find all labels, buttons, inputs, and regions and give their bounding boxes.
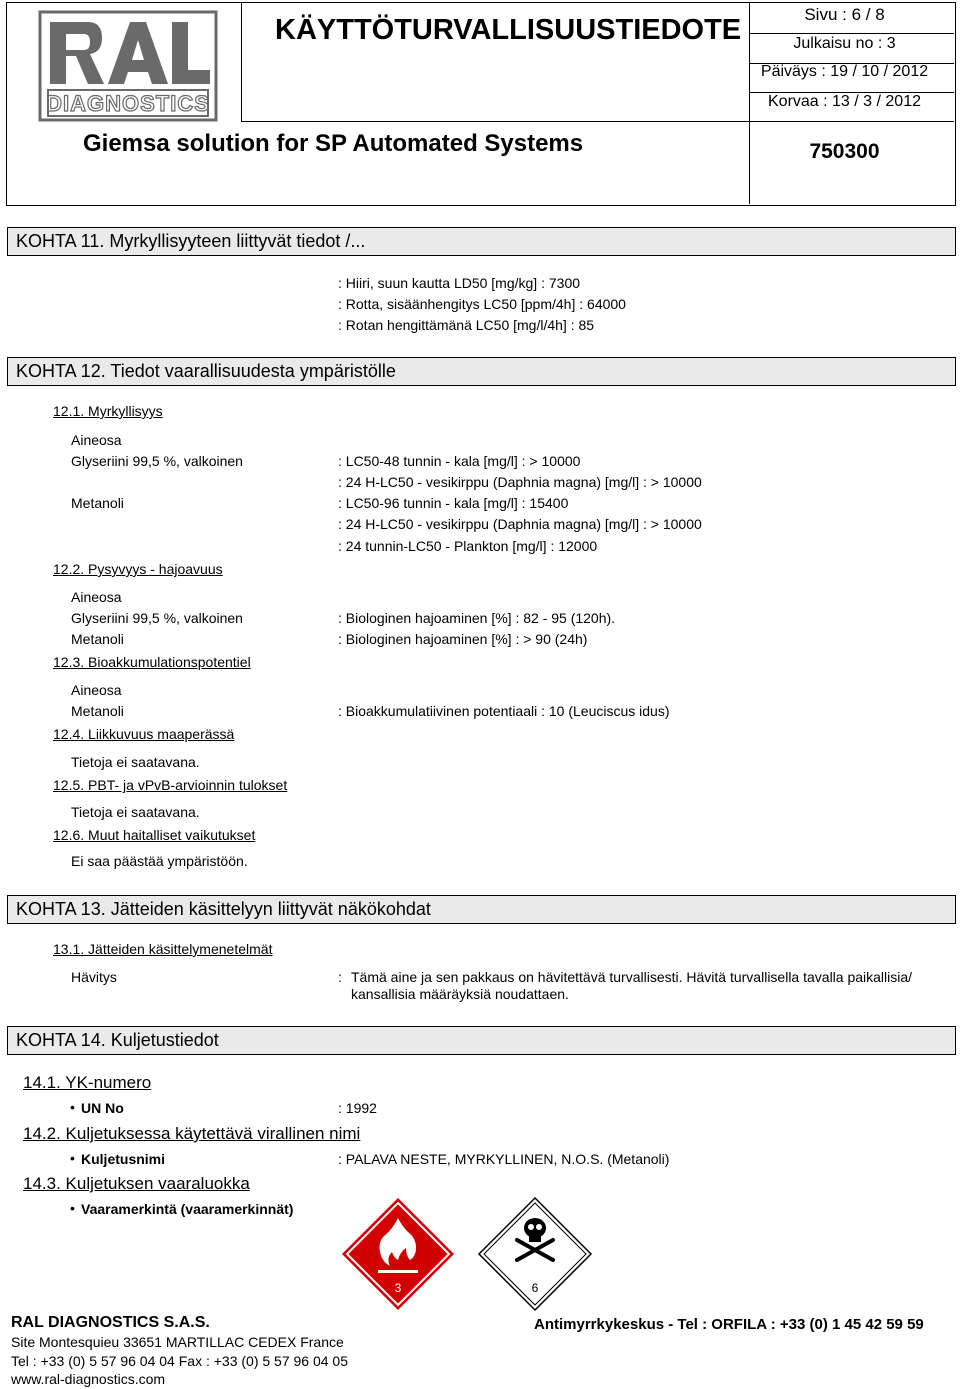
component-name: Glyseriini 99,5 %, valkoinen [71,453,243,469]
hazard-class-number: 6 [531,1281,539,1295]
header-divider [749,33,954,34]
shipping-name-label: Kuljetusnimi [81,1151,166,1167]
disposal-text: kansallisia määräyksiä noudattaen. [351,986,569,1002]
bullet: • [70,1200,75,1216]
disposal-label: Hävitys [71,969,117,985]
replaces-date: Korvaa : 13 / 3 / 2012 [768,93,921,110]
footer-address: Site Montesquieu 33651 MARTILLAC CEDEX France [11,1334,344,1350]
subsection-text: Tietoja ei saatavana. [71,804,200,820]
subsection-14-3-title: 14.3. Kuljetuksen vaaraluokka [23,1174,250,1193]
section-12-bar: KOHTA 12. Tiedot vaarallisuudesta ympäristölle [7,357,956,386]
subsection-14-1-title: 14.1. YK-numero [23,1073,152,1092]
footer-company: RAL DIAGNOSTICS S.A.S. [11,1314,210,1331]
product-name: Giemsa solution for SP Automated Systems [83,130,584,157]
hazard-class-number: 3 [394,1281,402,1295]
subsection-12-3-title: 12.3. Bioakkumulationspotentiel [53,654,251,670]
subsection-13-1-title: 13.1. Jätteiden käsittelymenetelmät [53,941,273,957]
footer-poison-center: Antimyrrkykeskus - Tel : ORFILA : +33 (0) 1 45 42 59 59 [534,1316,924,1333]
component-value: : Biologinen hajoaminen [%] : 82 - 95 (120h). [338,610,616,626]
toxicity-line: : Rotan hengittämänä LC50 [mg/l/4h] : 85 [338,317,595,333]
section-11-bar: KOHTA 11. Myrkyllisyyteen liittyvät tiedot /... [7,227,956,256]
un-number-label: UN No [81,1100,124,1116]
section-13-bar: KOHTA 13. Jätteiden käsittelyyn liittyvät näkökohdat [7,895,956,924]
toxicity-line: : Rotta, sisäänhengitys LC50 [ppm/4h] : 64000 [338,296,626,312]
flammable-liquid-icon [340,1196,456,1312]
subsection-12-5-title: 12.5. PBT- ja vPvB-arvioinnin tulokset [53,777,288,793]
bullet: • [70,1099,75,1115]
un-number-value: : 1992 [338,1100,377,1116]
subsection-14-2-title: 14.2. Kuljetuksessa käytettävä virallinen nimi [23,1124,361,1143]
bullet: • [70,1150,75,1166]
logo-text: DIAGNOSTICS [46,91,210,116]
component-header: Aineosa [71,432,122,448]
disposal-colon: : [338,969,342,985]
company-logo [38,10,218,122]
component-name: Glyseriini 99,5 %, valkoinen [71,610,243,626]
subsection-text: Tietoja ei saatavana. [71,754,200,770]
component-value: : LC50-96 tunnin - kala [mg/l] : 15400 [338,495,569,511]
component-name: Metanoli [71,703,124,719]
product-code: 750300 [809,140,880,163]
hazard-label-title: Vaaramerkintä (vaaramerkinnät) [81,1201,294,1217]
header-divider [241,121,954,122]
component-name: Metanoli [71,631,124,647]
issue-date: Päiväys : 19 / 10 / 2012 [760,63,929,80]
component-value: : LC50-48 tunnin - kala [mg/l] : > 10000 [338,453,581,469]
document-title: KÄYTTÖTURVALLISUUSTIEDOTE [275,14,742,46]
component-header: Aineosa [71,682,122,698]
shipping-name-value: : PALAVA NESTE, MYRKYLLINEN, N.O.S. (Metanoli) [338,1151,670,1167]
subsection-12-1-title: 12.1. Myrkyllisyys [53,403,163,419]
component-value: : 24 H-LC50 - vesikirppu (Daphnia magna) [mg/l] : > 10000 [338,474,702,490]
component-name: Metanoli [71,495,124,511]
footer-website[interactable]: www.ral-diagnostics.com [11,1371,166,1387]
header-divider [241,3,242,121]
skull-crossbones-icon [477,1196,593,1312]
toxicity-line: : Hiiri, suun kautta LD50 [mg/kg] : 7300 [338,275,581,291]
component-value: : Bioakkumulatiivinen potentiaali : 10 (Leuciscus idus) [338,703,670,719]
section-14-bar: KOHTA 14. Kuljetustiedot [7,1026,956,1055]
subsection-12-6-title: 12.6. Muut haitalliset vaikutukset [53,827,256,843]
edition-number: Julkaisu no : 3 [793,35,896,52]
component-value: : Biologinen hajoaminen [%] : > 90 (24h) [338,631,588,647]
page-number: Sivu : 6 / 8 [804,5,885,24]
component-header: Aineosa [71,589,122,605]
subsection-text: Ei saa päästää ympäristöön. [71,853,248,869]
subsection-12-2-title: 12.2. Pysyvyys - hajoavuus [53,561,223,577]
disposal-text: Tämä aine ja sen pakkaus on hävitettävä turvallisesti. Hävitä turvallisella tavalla paikallisia/ [351,969,913,985]
subsection-12-4-title: 12.4. Liikkuvuus maaperässä [53,726,235,742]
component-value: : 24 H-LC50 - vesikirppu (Daphnia magna) [mg/l] : > 10000 [338,516,702,532]
component-value: : 24 tunnin-LC50 - Plankton [mg/l] : 12000 [338,538,598,554]
footer-phone: Tel : +33 (0) 5 57 96 04 04 Fax : +33 (0) 5 57 96 04 05 [11,1353,349,1369]
